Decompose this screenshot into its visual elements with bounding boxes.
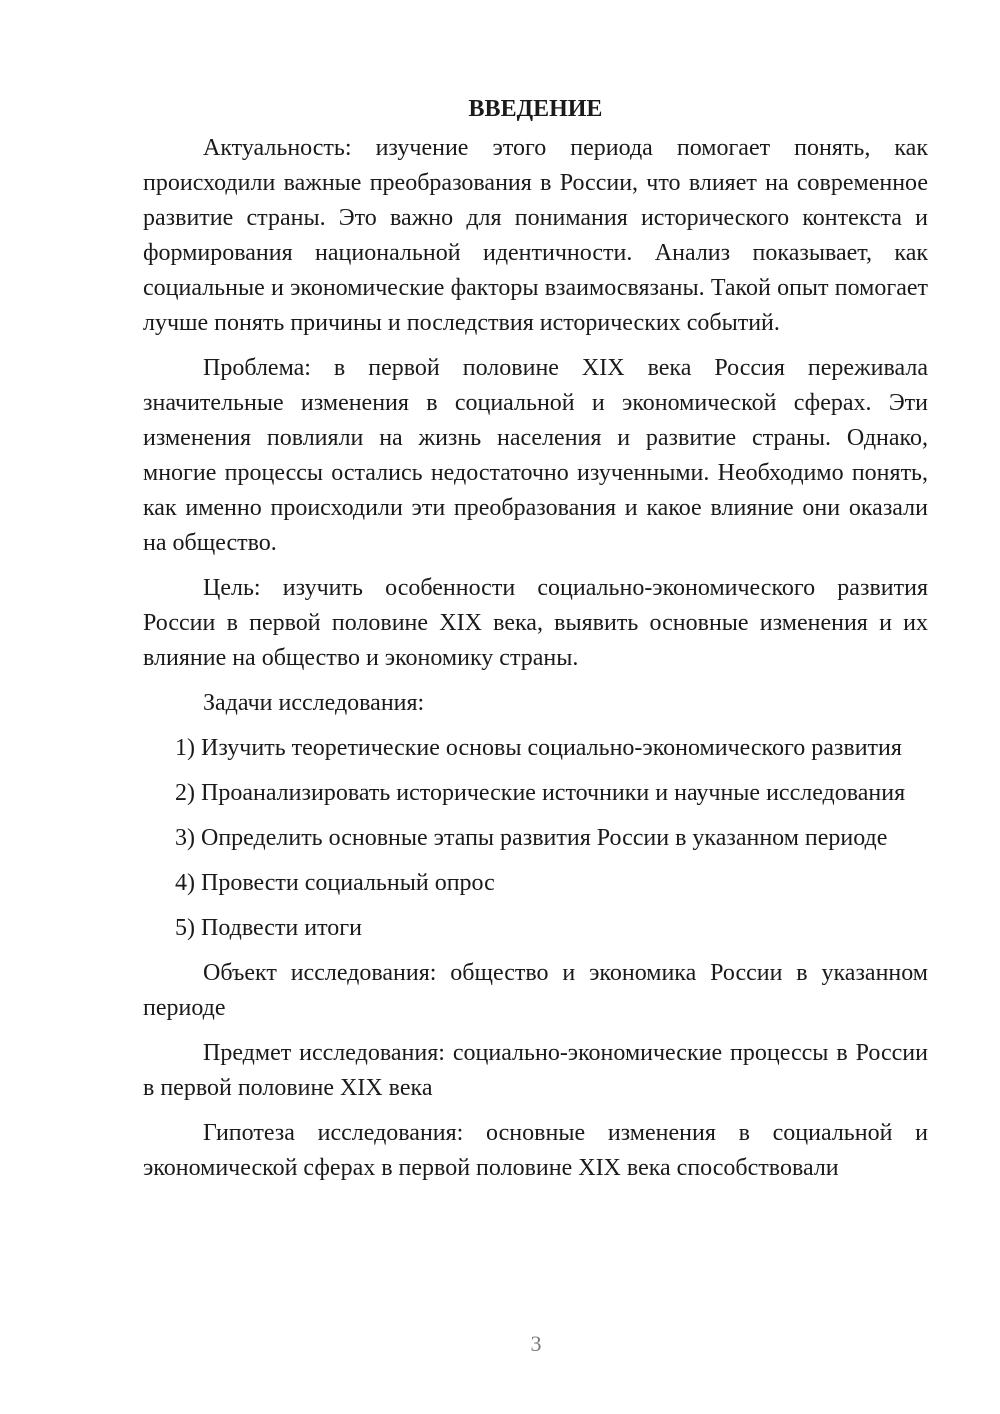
list-item: 1) Изучить теоретические основы социально-экономического развития bbox=[175, 735, 902, 761]
problem-paragraph: Проблема: в первой половине XIX века Россия переживала значительные изменения в социальной и экономической сферах. Эти изменения повлияли на жизнь населения и развитие страны. Однако, многие процессы остались недостаточно изученными. Необходимо понять, как именно происходили эти преобразования и какое влияние они оказали на общество. bbox=[143, 355, 928, 556]
section-heading: ВВЕДЕНИЕ bbox=[468, 96, 603, 122]
goal-paragraph: Цель: изучить особенности социально-экономического развития России в первой половине XIX века, выявить основные изменения и их влияние на общество и экономику страны. bbox=[143, 575, 928, 671]
list-item: 5) Подвести итоги bbox=[175, 915, 362, 941]
list-item: 4) Провести социальный опрос bbox=[175, 870, 495, 896]
page-content bbox=[143, 92, 928, 1196]
tasks-title: Задачи исследования: bbox=[203, 690, 425, 716]
relevance-paragraph: Актуальность: изучение этого периода помогает понять, как происходили важные преобразования в России, что влияет на современное развитие страны. Это важно для понимания исторического контекста и формирования национальной идентичности. Анализ показывает, как социальные и экономические факторы взаимосвязаны. Такой опыт помогает лучше понять причины и последствия исторических событий. bbox=[143, 135, 928, 336]
list-item: 2) Проанализировать исторические источники и научные исследования bbox=[175, 780, 906, 806]
hypothesis-paragraph: Гипотеза исследования: основные изменения в социальной и экономической сферах в первой половине XIX века способствовали bbox=[143, 1120, 928, 1181]
page-number: 3 bbox=[530, 1331, 542, 1356]
tasks-list bbox=[143, 731, 928, 946]
subject-paragraph: Предмет исследования: социально-экономические процессы в России в первой половине XIX века bbox=[143, 1040, 928, 1101]
object-paragraph: Объект исследования: общество и экономика России в указанном периоде bbox=[143, 960, 928, 1021]
list-item: 3) Определить основные этапы развития России в указанном периоде bbox=[175, 825, 888, 851]
